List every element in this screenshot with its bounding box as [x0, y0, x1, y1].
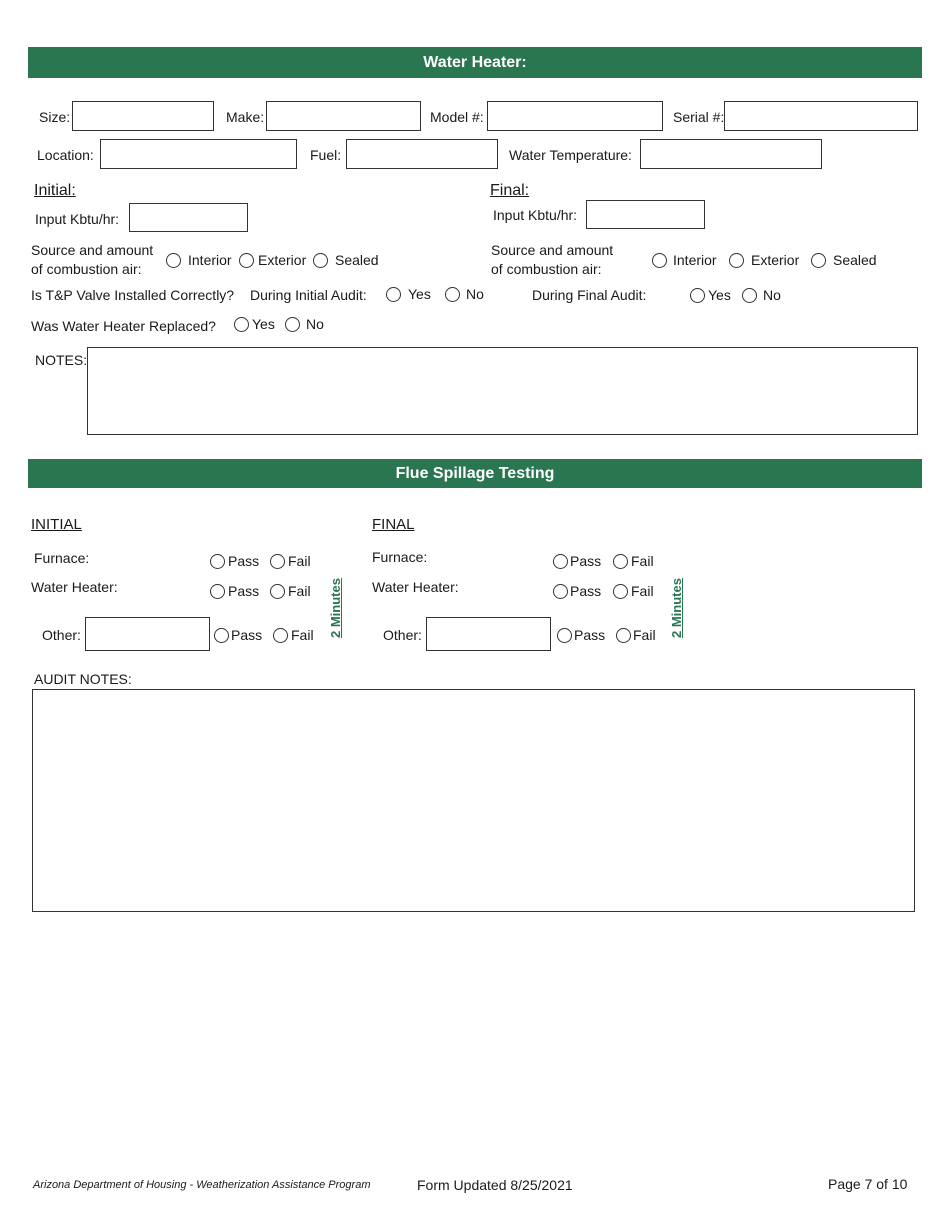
flue-initial-water-heater-label: Water Heater: [31, 579, 118, 595]
flue-final-water-heater-label: Water Heater: [372, 579, 459, 595]
initial-exterior-label: Exterior [258, 252, 307, 268]
tp-final-yes-label: Yes [708, 287, 731, 303]
flue-final-duration-label: 2 Minutes [669, 578, 684, 638]
flue-initial-furnace-label: Furnace: [34, 550, 90, 566]
flue-final-other-pass-radio[interactable] [557, 628, 572, 643]
flue-initial-other-fail-label: Fail [291, 627, 314, 643]
final-input-kbtu-input[interactable] [586, 200, 705, 229]
water-heater-section-header: Water Heater: [28, 47, 922, 78]
final-sealed-radio[interactable] [811, 253, 826, 268]
final-heading: Final: [490, 182, 530, 199]
initial-input-kbtu-label: Input Kbtu/hr: [35, 211, 120, 227]
tp-initial-no-label: No [466, 286, 484, 302]
tp-valve-question: Is T&P Valve Installed Correctly? [31, 287, 235, 303]
location-label: Location: [37, 147, 94, 163]
tp-final-no-radio[interactable] [742, 288, 757, 303]
initial-interior-label: Interior [188, 252, 232, 268]
footer-agency: Arizona Department of Housing - Weatherization Assistance Program [33, 1179, 371, 1191]
flue-initial-wh-fail-label: Fail [288, 583, 311, 599]
final-sealed-label: Sealed [833, 252, 877, 268]
serial-label: Serial #: [673, 109, 725, 125]
flue-final-wh-fail-label: Fail [631, 583, 654, 599]
flue-initial-heading: INITIAL [31, 516, 82, 533]
final-exterior-radio[interactable] [729, 253, 744, 268]
tp-initial-yes-radio[interactable] [386, 287, 401, 302]
tp-initial-yes-label: Yes [408, 286, 431, 302]
flue-initial-wh-pass-label: Pass [228, 583, 260, 599]
final-interior-label: Interior [673, 252, 717, 268]
flue-initial-furnace-pass-radio[interactable] [210, 554, 225, 569]
flue-final-wh-pass-radio[interactable] [553, 584, 568, 599]
audit-notes-textarea[interactable] [32, 689, 915, 912]
footer-form-updated: Form Updated 8/25/2021 [417, 1177, 573, 1193]
flue-initial-other-label: Other: [42, 627, 81, 643]
final-source-label-line1: Source and amount [491, 242, 614, 258]
model-input[interactable] [487, 101, 663, 131]
initial-interior-radio[interactable] [166, 253, 181, 268]
flue-initial-furnace-fail-radio[interactable] [270, 554, 285, 569]
flue-final-furnace-fail-label: Fail [631, 553, 654, 569]
initial-input-kbtu-input[interactable] [129, 203, 248, 232]
final-interior-radio[interactable] [652, 253, 667, 268]
flue-final-furnace-pass-radio[interactable] [553, 554, 568, 569]
fuel-label: Fuel: [310, 147, 342, 163]
final-input-kbtu-label: Input Kbtu/hr: [493, 207, 578, 223]
final-source-label-line2: of combustion air: [491, 261, 602, 277]
notes-label: NOTES: [35, 352, 88, 368]
flue-final-other-fail-label: Fail [633, 627, 656, 643]
flue-initial-furnace-pass-label: Pass [228, 553, 260, 569]
flue-initial-duration-label: 2 Minutes [328, 578, 343, 638]
flue-initial-other-pass-radio[interactable] [214, 628, 229, 643]
flue-final-other-label: Other: [383, 627, 422, 643]
flue-spillage-section-header: Flue Spillage Testing [28, 459, 922, 488]
notes-textarea[interactable] [87, 347, 918, 435]
tp-final-no-label: No [763, 287, 781, 303]
flue-initial-wh-fail-radio[interactable] [270, 584, 285, 599]
flue-final-wh-fail-radio[interactable] [613, 584, 628, 599]
initial-sealed-label: Sealed [335, 252, 379, 268]
size-label: Size: [39, 109, 71, 125]
flue-final-heading: FINAL [372, 516, 415, 533]
audit-notes-label: AUDIT NOTES: [34, 671, 132, 687]
flue-final-other-input[interactable] [426, 617, 551, 651]
replaced-yes-radio[interactable] [234, 317, 249, 332]
flue-initial-furnace-fail-label: Fail [288, 553, 311, 569]
flue-initial-wh-pass-radio[interactable] [210, 584, 225, 599]
make-input[interactable] [266, 101, 421, 131]
flue-initial-other-input[interactable] [85, 617, 210, 651]
initial-source-label-line1: Source and amount [31, 242, 154, 258]
initial-heading: Initial: [34, 182, 76, 199]
flue-initial-other-pass-label: Pass [231, 627, 263, 643]
initial-exterior-radio[interactable] [239, 253, 254, 268]
tp-during-final-label: During Final Audit: [532, 287, 647, 303]
model-label: Model #: [430, 109, 484, 125]
replaced-no-radio[interactable] [285, 317, 300, 332]
serial-input[interactable] [724, 101, 918, 131]
flue-final-other-fail-radio[interactable] [616, 628, 631, 643]
replaced-no-label: No [306, 316, 324, 332]
initial-source-label-line2: of combustion air: [31, 261, 142, 277]
replaced-yes-label: Yes [252, 316, 275, 332]
flue-final-furnace-pass-label: Pass [570, 553, 602, 569]
replaced-question: Was Water Heater Replaced? [31, 318, 216, 334]
flue-final-wh-pass-label: Pass [570, 583, 602, 599]
footer-page-number: Page 7 of 10 [828, 1176, 908, 1192]
initial-sealed-radio[interactable] [313, 253, 328, 268]
make-label: Make: [226, 109, 265, 125]
flue-initial-other-fail-radio[interactable] [273, 628, 288, 643]
fuel-input[interactable] [346, 139, 498, 169]
flue-final-furnace-fail-radio[interactable] [613, 554, 628, 569]
location-input[interactable] [100, 139, 297, 169]
size-input[interactable] [72, 101, 214, 131]
tp-initial-no-radio[interactable] [445, 287, 460, 302]
tp-during-initial-label: During Initial Audit: [250, 287, 367, 303]
water-temperature-input[interactable] [640, 139, 822, 169]
flue-final-furnace-label: Furnace: [372, 549, 428, 565]
water-temperature-label: Water Temperature: [509, 147, 632, 163]
final-exterior-label: Exterior [751, 252, 800, 268]
flue-final-other-pass-label: Pass [574, 627, 606, 643]
tp-final-yes-radio[interactable] [690, 288, 705, 303]
